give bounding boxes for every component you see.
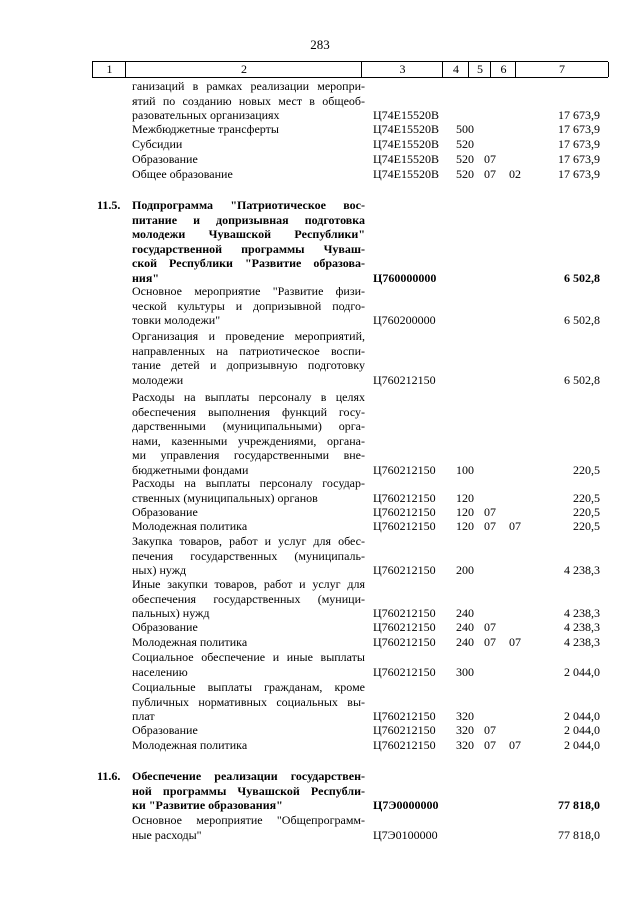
description-line: Общее образование [132, 167, 233, 181]
budget-code: Ц760212150 [373, 372, 436, 387]
description-line: Закупка товаров, работ и услуг для обес- [132, 534, 365, 548]
description-line: молодежи Чувашской Республики" [132, 227, 365, 241]
amount: 2 044,0 [564, 723, 600, 737]
budget-code: Ц74Е15520В [373, 122, 439, 136]
row-description [132, 284, 365, 328]
amount: 220,5 [573, 505, 600, 519]
row-description [132, 635, 365, 650]
expense-type: 500 [456, 122, 474, 136]
budget-code: Ц74Е15520В [373, 167, 439, 181]
header-col-3: 3 [361, 62, 443, 77]
amount: 4 238,3 [564, 563, 600, 577]
row-description [132, 152, 365, 167]
budget-code: Ц760212150 [373, 505, 436, 519]
amount: 17 673,9 [558, 108, 600, 122]
budget-code: Ц760212150 [373, 738, 436, 752]
row-description [132, 137, 365, 152]
amount: 220,5 [573, 490, 600, 505]
amount: 17 673,9 [558, 167, 600, 181]
row-description [132, 813, 365, 842]
budget-code: Ц760212150 [373, 563, 436, 577]
description-line: Молодежная политика [132, 635, 248, 649]
description-line: Социальные выплаты гражданам, кроме [132, 680, 365, 694]
subsection-code: 07 [509, 635, 521, 649]
description-line: Молодежная политика [132, 738, 248, 752]
description-line: Подпрограмма "Патриотическое вос- [132, 198, 365, 212]
description-line: Иные закупки товаров, работ и услуг для [132, 577, 365, 591]
row-number: 11.6. [97, 769, 121, 783]
expense-type: 120 [456, 490, 474, 505]
expense-type: 200 [456, 563, 474, 577]
description-line: Организация и проведение мероприятий, [132, 329, 365, 343]
expense-type: 320 [456, 723, 474, 737]
expense-type: 240 [456, 635, 474, 649]
description-line: Молодежная политика [132, 519, 248, 533]
description-line: населению [132, 664, 188, 679]
budget-code: Ц760212150 [373, 635, 436, 649]
description-line: Расходы на выплаты персоналу государ- [132, 476, 365, 490]
budget-code: Ц760212150 [373, 519, 436, 533]
description-line: Основное мероприятие "Общепрограмм- [132, 813, 365, 827]
description-line: Субсидии [132, 137, 183, 151]
description-line: нами, казенными учреждениями, органа- [132, 433, 365, 448]
row-description [132, 738, 365, 753]
description-line: Межбюджетные трансферты [132, 122, 279, 136]
header-col-5: 5 [468, 62, 491, 77]
section-code: 07 [484, 519, 496, 533]
amount: 4 238,3 [564, 635, 600, 649]
description-line: дарственными (муниципальными) орга- [132, 419, 365, 433]
description-line: ческой культуры и допризывной подго- [132, 298, 365, 313]
expense-type: 520 [456, 152, 474, 166]
description-line: направленных на патриотическое воспи- [132, 343, 365, 358]
budget-code: Ц74Е15520В [373, 152, 439, 166]
amount: 220,5 [573, 462, 600, 477]
expense-type: 120 [456, 519, 474, 533]
amount: 17 673,9 [558, 137, 600, 151]
header-col-1: 1 [92, 62, 126, 77]
description-line: ные расходы" [132, 827, 202, 842]
expense-type: 320 [456, 709, 474, 723]
page-number: 283 [310, 37, 330, 52]
description-line: ния" [132, 270, 159, 285]
expense-type: 520 [456, 167, 474, 181]
description-line: Образование [132, 620, 198, 634]
expense-type: 300 [456, 664, 474, 679]
header-col-2: 2 [125, 62, 362, 77]
row-description [132, 198, 365, 285]
row-description [132, 620, 365, 635]
expense-type: 100 [456, 462, 474, 477]
budget-code: Ц760212150 [373, 620, 436, 634]
description-line: Образование [132, 723, 198, 737]
description-line: печения государственных (муниципаль- [132, 548, 365, 563]
budget-code: Ц760200000 [373, 313, 436, 327]
expense-type: 320 [456, 738, 474, 752]
description-line: государственной программы Чуваш- [132, 241, 365, 256]
row-description [132, 390, 365, 477]
description-line: Образование [132, 152, 198, 166]
description-line: молодежи [132, 372, 184, 387]
row-description [132, 505, 365, 520]
amount: 17 673,9 [558, 152, 600, 166]
amount: 6 502,8 [564, 372, 600, 387]
row-description [132, 122, 365, 137]
section-code: 07 [484, 167, 496, 181]
description-line: питание и допризывная подготовка [132, 212, 365, 227]
budget-code: Ц74Е15520В [373, 108, 439, 122]
amount: 220,5 [573, 519, 600, 533]
budget-code: Ц760212150 [373, 462, 436, 477]
row-description [132, 769, 365, 813]
budget-code: Ц74Е15520В [373, 137, 439, 151]
expense-type: 240 [456, 606, 474, 620]
amount: 4 238,3 [564, 606, 600, 620]
amount: 2 044,0 [564, 709, 600, 723]
subsection-code: 07 [509, 519, 521, 533]
table-header [92, 61, 608, 78]
budget-code: Ц760212150 [373, 709, 436, 723]
row-description [132, 680, 365, 724]
description-line: ной программы Чувашской Республи- [132, 783, 365, 798]
row-description [132, 534, 365, 578]
description-line: публичных нормативных социальных вы- [132, 694, 365, 709]
row-number: 11.5. [97, 198, 121, 212]
description-line: Образование [132, 505, 198, 519]
amount: 2 044,0 [564, 738, 600, 752]
section-code: 07 [484, 738, 496, 752]
section-code: 07 [484, 505, 496, 519]
description-line: ственных (муниципальных) органов [132, 490, 318, 505]
budget-code: Ц760000000 [373, 270, 437, 285]
section-code: 07 [484, 635, 496, 649]
row-description [132, 650, 365, 679]
section-code: 07 [484, 152, 496, 166]
description-line: Социальное обеспечение и иные выплаты [132, 650, 365, 664]
description-line: тание детей и допризывную подготовку [132, 358, 365, 372]
description-line: Обеспечение реализации государствен- [132, 769, 365, 783]
expense-type: 120 [456, 505, 474, 519]
description-line: ми управления государственными вне- [132, 448, 365, 462]
description-line: разовательных организациях [132, 108, 280, 122]
amount: 17 673,9 [558, 122, 600, 136]
header-col-6: 6 [490, 62, 516, 77]
description-line: ятий по созданию новых мест в общеоб- [132, 93, 365, 108]
amount: 6 502,8 [564, 313, 600, 327]
row-description [132, 519, 365, 534]
amount: 6 502,8 [564, 270, 600, 285]
description-line: Расходы на выплаты персоналу в целях [132, 390, 365, 404]
expense-type: 520 [456, 137, 474, 151]
description-line: ных) нужд [132, 563, 187, 577]
description-line: обеспечения государственных (муници- [132, 591, 365, 606]
budget-code: Ц760212150 [373, 606, 436, 620]
row-description [132, 79, 365, 123]
expense-type: 240 [456, 620, 474, 634]
description-line: плат [132, 709, 155, 723]
amount: 2 044,0 [564, 664, 600, 679]
subsection-code: 02 [509, 167, 521, 181]
row-description [132, 723, 365, 738]
section-code: 07 [484, 723, 496, 737]
description-line: обеспечения выполнения функций госу- [132, 404, 365, 419]
subsection-code: 07 [509, 738, 521, 752]
amount: 4 238,3 [564, 620, 600, 634]
row-description [132, 476, 365, 505]
description-line: пальных) нужд [132, 606, 210, 620]
budget-code: Ц760212150 [373, 490, 436, 505]
description-line: бюджетными фондами [132, 462, 249, 477]
description-line: ки "Развитие образования" [132, 798, 283, 812]
amount: 77 818,0 [558, 827, 600, 842]
description-line: товки молодежи" [132, 313, 221, 327]
section-code: 07 [484, 620, 496, 634]
description-line: ской Республики "Развитие образова- [132, 256, 365, 270]
header-col-4: 4 [442, 62, 469, 77]
budget-code: Ц7Э0100000 [373, 827, 438, 842]
budget-code: Ц760212150 [373, 664, 436, 679]
row-description [132, 167, 365, 182]
description-line: Основное мероприятие "Развитие физи- [132, 284, 365, 298]
amount: 77 818,0 [558, 798, 600, 812]
budget-code: Ц760212150 [373, 723, 436, 737]
description-line: ганизаций в рамках реализации меропри- [132, 79, 365, 93]
budget-code: Ц7Э0000000 [373, 798, 439, 812]
header-col-7: 7 [515, 62, 609, 77]
row-description [132, 329, 365, 387]
row-description [132, 577, 365, 621]
